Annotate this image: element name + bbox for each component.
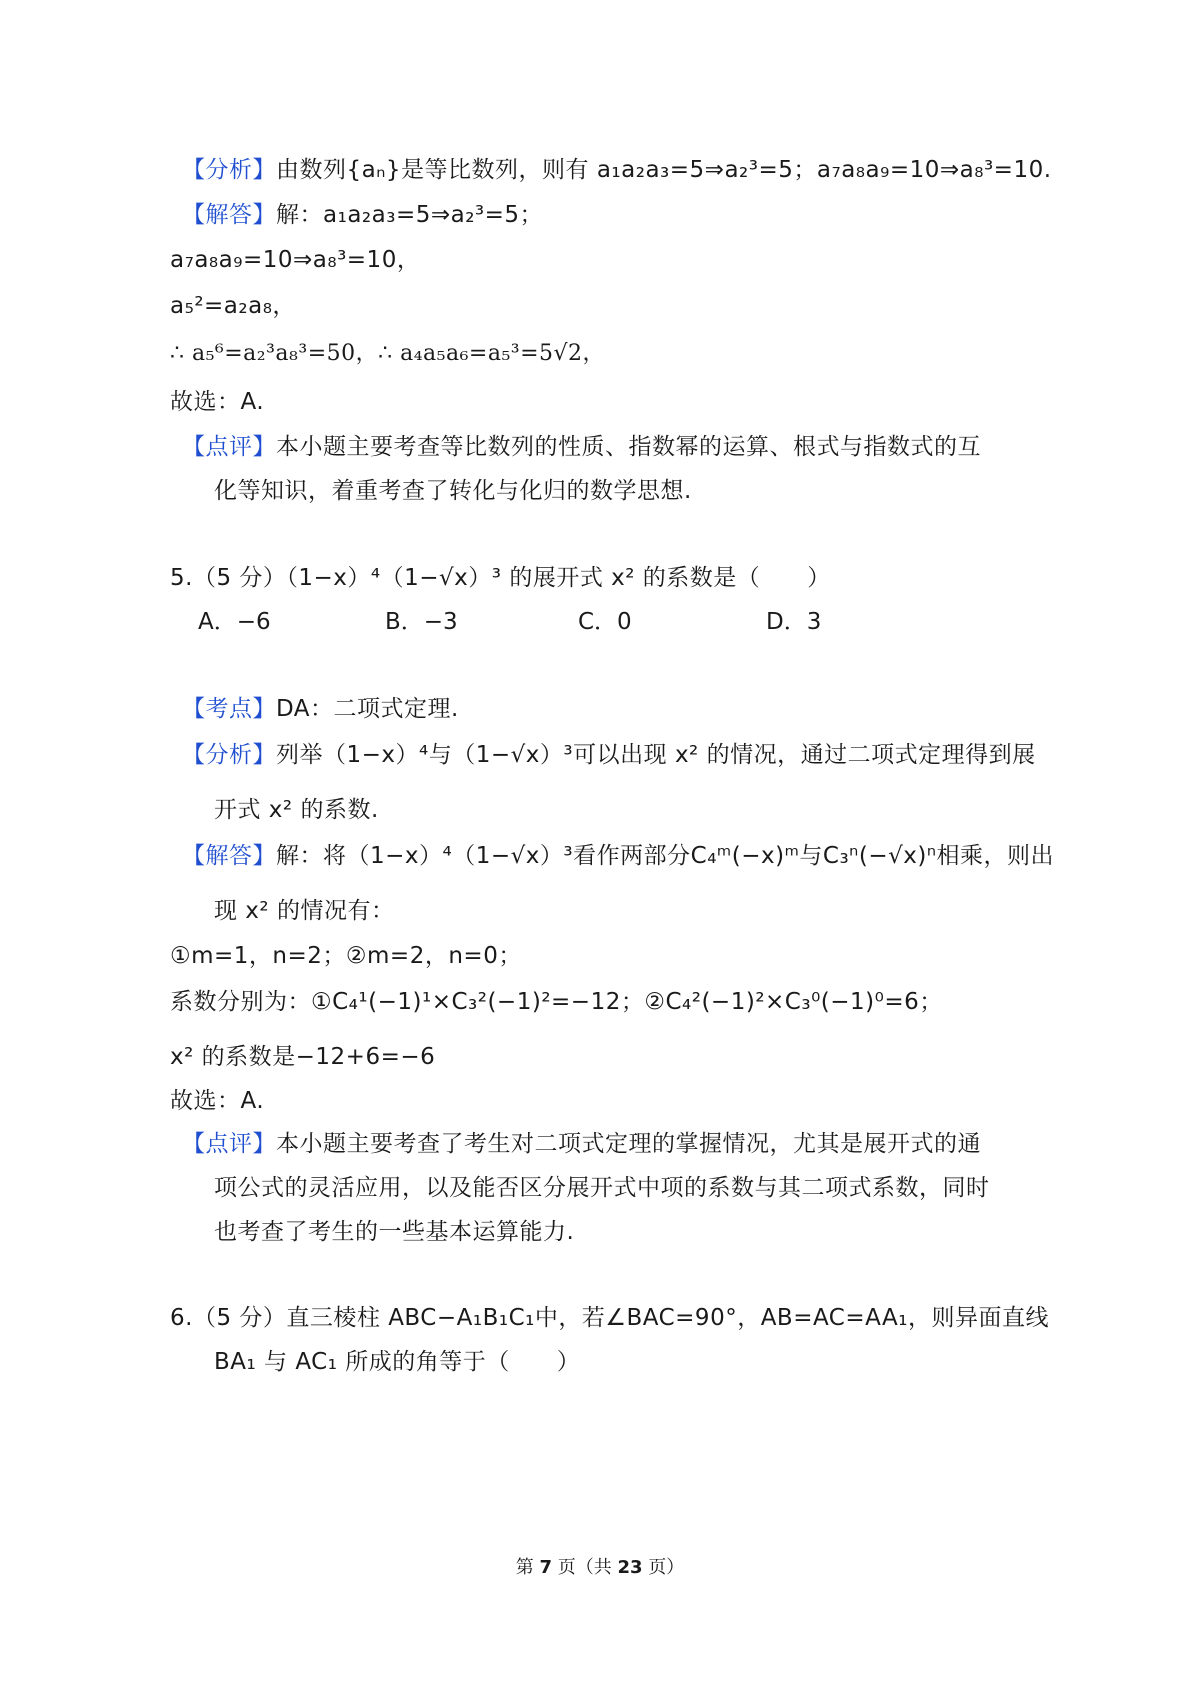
- comment-tag: 【点评】: [182, 1131, 276, 1157]
- q5-solution-line-3: ①m=1，n=2；②m=2，n=0；: [170, 943, 522, 969]
- q4-solution-line-3: a₅²=a₂a₈，: [170, 293, 296, 319]
- analysis-text: 列举（1−x）⁴与（1−√x）³可以出现 x² 的情况，通过二项式定理得到展: [276, 742, 1036, 768]
- q4-comment-line-1: [182, 431, 981, 463]
- q5-solution-line-2: 现 x² 的情况有：: [214, 898, 395, 924]
- q5-option-d: D．3: [766, 609, 822, 635]
- q5-comment-line-3: 也考查了考生的一些基本运算能力.: [214, 1219, 575, 1245]
- q5-analysis-line-2: 开式 x² 的系数.: [214, 797, 379, 823]
- q5-analysis-line-1: [182, 739, 1036, 771]
- q6-stem-line-2: BA₁ 与 AC₁ 所成的角等于（ ）: [214, 1349, 581, 1375]
- point-text: DA：二项式定理.: [276, 696, 459, 722]
- q5-point-line: [182, 693, 459, 725]
- q5-option-a: A．−6: [198, 609, 271, 635]
- analysis-text: 由数列{aₙ}是等比数列，则有 a₁a₂a₃=5⇒a₂³=5；a₇a₈a₉=10⇒a₈³=10.: [276, 157, 1052, 183]
- analysis-tag: 【分析】: [182, 157, 276, 183]
- q5-solution-line-4: 系数分别为：①C₄¹(−1)¹×C₃²(−1)²=−12；②C₄²(−1)²×C₃⁰(−1)⁰=6；: [170, 989, 943, 1015]
- q4-solution-line-2: a₇a₈a₉=10⇒a₈³=10，: [170, 247, 421, 273]
- q5-comment-line-1: [182, 1128, 981, 1160]
- q4-analysis-line: [182, 154, 1052, 186]
- q5-stem: 5.（5 分）（1−x）⁴（1−√x）³ 的展开式 x² 的系数是（ ）: [170, 565, 831, 591]
- q5-answer: 故选：A.: [170, 1088, 265, 1114]
- comment-tag: 【点评】: [182, 434, 276, 460]
- q4-solution-line-4: ∴ a₅⁶=a₂³a₈³=50，∴ a₄a₅a₆=a₅³=5√2，: [170, 341, 606, 366]
- solution-tag: 【解答】: [182, 843, 276, 869]
- solution-text: 解：将（1−x）⁴（1−√x）³看作两部分C₄ᵐ(−x)ᵐ与C₃ⁿ(−√x)ⁿ相乘，则出: [276, 843, 1054, 869]
- footer-total-pages: 23: [617, 1557, 643, 1578]
- q5-option-c: C．0: [578, 609, 632, 635]
- q4-solution-line-1: [182, 199, 543, 231]
- q4-comment-line-2: 化等知识，着重考查了转化与化归的数学思想.: [214, 478, 692, 504]
- footer-suffix: 页）: [648, 1557, 685, 1578]
- q5-comment-line-2: 项公式的灵活应用，以及能否区分展开式中项的系数与其二项式系数，同时: [214, 1175, 990, 1201]
- footer-prefix: 第: [515, 1557, 534, 1578]
- solution-text: 解：a₁a₂a₃=5⇒a₂³=5；: [276, 202, 544, 228]
- comment-text: 本小题主要考查了考生对二项式定理的掌握情况，尤其是展开式的通: [276, 1131, 981, 1157]
- analysis-tag: 【分析】: [182, 742, 276, 768]
- q4-answer: 故选：A.: [170, 389, 265, 415]
- q5-solution-line-1: [182, 840, 1054, 872]
- footer-page-number: 7: [539, 1557, 552, 1578]
- point-tag: 【考点】: [182, 696, 276, 722]
- footer-middle: 页（共: [557, 1557, 612, 1578]
- page-footer: [0, 1556, 1200, 1580]
- solution-tag: 【解答】: [182, 202, 276, 228]
- q6-stem-line-1: 6.（5 分）直三棱柱 ABC−A₁B₁C₁中，若∠BAC=90°，AB=AC=AA₁，则异面直线: [170, 1305, 1049, 1331]
- comment-text: 本小题主要考查等比数列的性质、指数幂的运算、根式与指数式的互: [276, 434, 981, 460]
- q5-solution-line-5: x² 的系数是−12+6=−6: [170, 1044, 436, 1070]
- q5-option-b: B．−3: [385, 609, 458, 635]
